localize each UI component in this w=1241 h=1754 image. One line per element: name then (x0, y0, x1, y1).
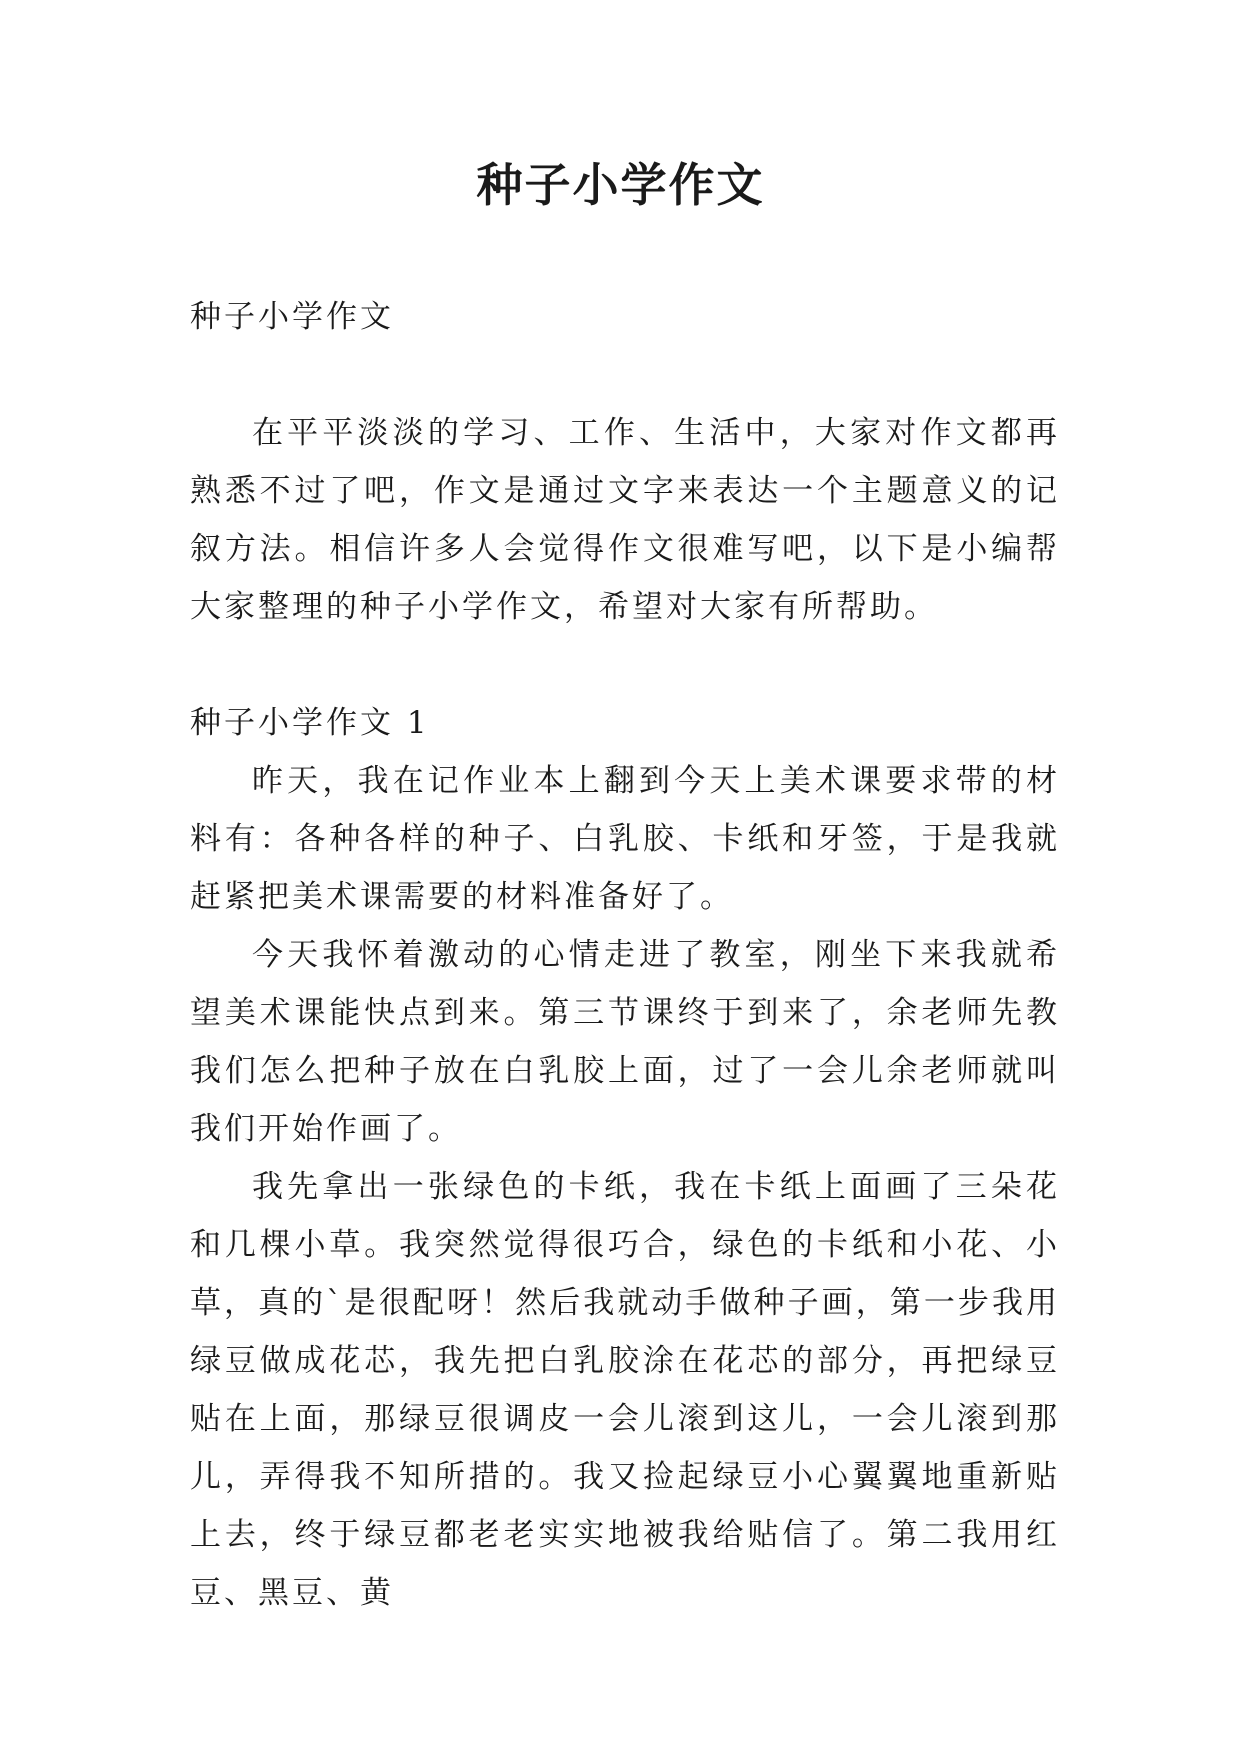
section-heading: 种子小学作文 1 (190, 705, 430, 741)
body-paragraph: 今天我怀着激动的心情走进了教室，刚坐下来我就希望美术课能快点到来。第三节课终于到来了，余老师先教我们怎么把种子放在白乳胶上面，过了一会儿余老师就叫我们开始作画了。 (190, 937, 1060, 1147)
document-subtitle: 种子小学作文 (190, 299, 394, 335)
intro-paragraph: 在平平淡淡的学习、工作、生活中，大家对作文都再熟悉不过了吧，作文是通过文字来表达一个主题意义的记叙方法。相信许多人会觉得作文很难写吧，以下是小编帮大家整理的种子小学作文，希望对大家有所帮助。 (190, 415, 1060, 625)
document-title: 种子小学作文 (476, 158, 765, 212)
body-paragraph: 我先拿出一张绿色的卡纸，我在卡纸上面画了三朵花和几棵小草。我突然觉得很巧合，绿色的卡纸和小花、小草，真的`是很配呀！然后我就动手做种子画，第一步我用绿豆做成花芯，我先把白乳胶涂在花芯的部分，再把绿豆贴在上面，那绿豆很调皮一会儿滚到这儿，一会儿滚到那儿，弄得我不知所措的。我又捡起绿豆小心翼翼地重新贴上去，终于绿豆都老老实实地被我给贴信了。第二我用红豆、黑豆、黄 (190, 1169, 1060, 1611)
body-paragraph: 昨天，我在记作业本上翻到今天上美术课要求带的材料有：各种各样的种子、白乳胶、卡纸和牙签，于是我就赶紧把美术课需要的材料准备好了。 (190, 763, 1060, 915)
